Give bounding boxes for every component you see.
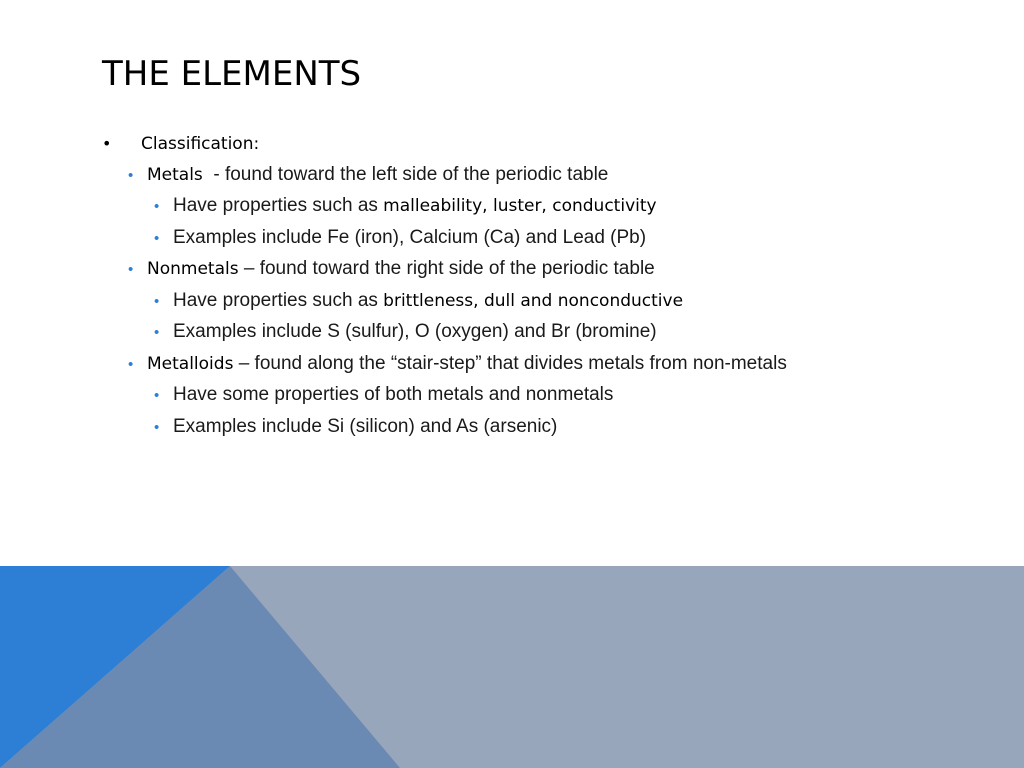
bullet-metals-examples: [154, 222, 646, 253]
metals-description: - found toward the left side of the periodic table: [202, 164, 609, 185]
bullet-metalloids: [128, 348, 787, 379]
decorative-footer-band: [0, 566, 1024, 768]
bullet-metals: [128, 159, 608, 190]
bullet-marker: •: [102, 134, 112, 153]
bullet-marker: •: [128, 261, 134, 278]
nonmetals-properties-prefix: Have properties such as: [173, 290, 384, 311]
metals-properties-prefix: Have properties such as: [173, 195, 384, 216]
bullet-marker: •: [154, 387, 160, 404]
bullet-marker: •: [128, 167, 134, 184]
slide-title: THE ELEMENTS: [102, 54, 362, 94]
bullet-nonmetals: [128, 253, 655, 284]
bullet-classification: [102, 128, 259, 159]
metalloids-properties: Have some properties of both metals and nonmetals: [173, 384, 614, 405]
metalloids-description: – found along the “stair-step” that divides metals from non-metals: [233, 353, 787, 374]
metals-term: Metals: [147, 165, 203, 185]
nonmetals-examples: Examples include S (sulfur), O (oxygen) and Br (bromine): [173, 321, 657, 342]
nonmetals-term: Nonmetals: [147, 259, 239, 279]
metalloids-term: Metalloids: [147, 354, 234, 374]
bullet-marker: •: [154, 230, 160, 247]
bullet-marker: •: [154, 198, 160, 215]
metals-examples: Examples include Fe (iron), Calcium (Ca) and Lead (Pb): [173, 227, 647, 248]
bullet-metals-properties: [154, 190, 657, 221]
bullet-metalloids-examples: [154, 411, 557, 442]
bullet-nonmetals-properties: [154, 285, 683, 316]
bullet-marker: •: [154, 419, 160, 436]
metalloids-examples: Examples include Si (silicon) and As (arsenic): [173, 416, 558, 437]
bullet-nonmetals-examples: [154, 316, 657, 347]
metals-properties-highlight: malleability, luster, conductivity: [383, 196, 657, 216]
classification-label: Classification:: [141, 134, 260, 154]
bullet-marker: •: [154, 324, 160, 341]
nonmetals-description: – found toward the right side of the periodic table: [238, 258, 655, 279]
nonmetals-properties-highlight: brittleness, dull and nonconductive: [383, 291, 684, 311]
bullet-marker: •: [128, 356, 134, 373]
bullet-metalloids-properties: [154, 379, 613, 410]
bullet-marker: •: [154, 293, 160, 310]
